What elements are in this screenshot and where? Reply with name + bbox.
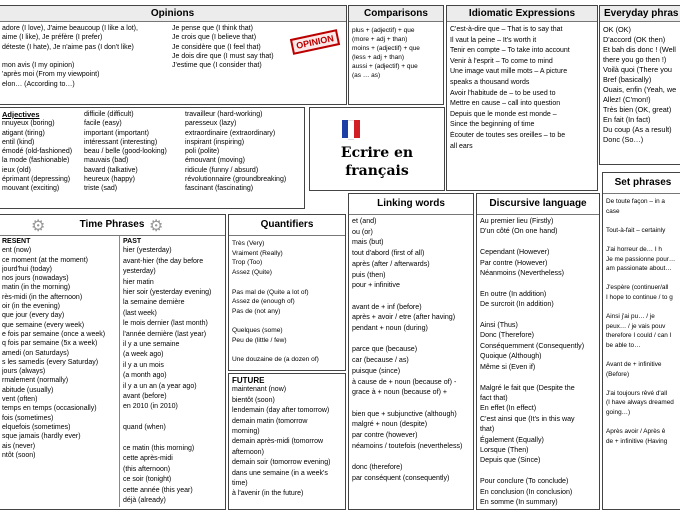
list-item: Since the beginning of time — [450, 121, 535, 129]
quantifiers-list — [229, 236, 345, 366]
list-item: (a month ago) — [123, 372, 167, 380]
list-item: Malgré le fait que (Despite the — [480, 383, 575, 392]
list-item: Venir à l'esprit – To come to mind — [450, 57, 553, 65]
list-item: all ears — [450, 142, 473, 150]
list-item: e fois par semaine (once a week) — [2, 330, 106, 338]
list-item: oir (in the evening) — [2, 303, 60, 311]
list-item: Vraiment (Really) — [232, 249, 283, 257]
list-item: abitude (usually) — [2, 386, 54, 394]
present-heading: RESENT — [2, 238, 31, 245]
list-item — [232, 346, 342, 356]
list-item: ais (never) — [2, 442, 36, 450]
adjectives-col-2 — [81, 109, 187, 195]
list-item: moins + (adjectif) + que — [352, 45, 420, 52]
gear-icon: ⚙ — [149, 218, 164, 235]
list-item: Cependant (However) — [480, 248, 550, 257]
list-item: Ainsi (Thus) — [480, 321, 518, 330]
list-item: émodé (old-fashioned) — [2, 148, 73, 156]
list-item: Bref (basically) — [603, 75, 652, 84]
list-item: Je dois dire que (I must say that) — [172, 52, 274, 60]
list-item: Néanmoins (Nevertheless) — [480, 269, 564, 278]
list-item: Assez de (enough of) — [232, 298, 295, 306]
list-item: ou (or) — [352, 227, 373, 236]
list-item: Allez! (C'mon!) — [603, 95, 651, 104]
adjectives-col-1-list — [2, 119, 84, 193]
list-item: Quoique (Although) — [480, 352, 542, 361]
list-item: mouvant (exciting) — [2, 185, 60, 193]
list-item: avant de + inf (before) — [352, 302, 422, 311]
list-item: therefore I could / can I — [606, 332, 672, 340]
list-item: Je considère que (I feel that) — [172, 43, 261, 51]
list-item: peux… / je vais pouv — [606, 322, 666, 330]
list-item: En outre (In addition) — [480, 289, 547, 298]
list-item: pendant + noun (during) — [352, 324, 428, 333]
list-item: puisque (since) — [352, 366, 401, 375]
list-item: Je pense que (I think that) — [172, 25, 253, 32]
list-item: (more + adj + than) — [352, 36, 408, 43]
past-heading: PAST — [123, 238, 142, 245]
list-item: grace à + noun (because of) + — [352, 388, 448, 397]
list-item — [2, 52, 167, 61]
list-item: sque jamais (hardly ever) — [2, 433, 81, 441]
opinion-stamp: OPINION — [290, 29, 340, 55]
list-item: hier (yesterday) — [123, 247, 172, 255]
list-item: Lorsque (Then) — [480, 445, 529, 454]
list-item: Avoir l'habitude de – to be used to — [450, 89, 556, 97]
list-item: C'est ainsi que (It's in this way — [480, 414, 575, 423]
gear-icon: ⚙ — [31, 218, 46, 235]
list-item: que jour (every day) — [2, 312, 65, 320]
list-item — [480, 237, 596, 247]
future-list — [232, 385, 342, 499]
list-item: I hope to continue / to g — [606, 293, 673, 301]
list-item: s les samedis (every Saturday) — [2, 358, 99, 366]
list-item: cette après-midi — [123, 455, 173, 463]
list-item: important (important) — [84, 129, 149, 137]
list-item: déteste (I hate), Je n'aime pas (I don't like) — [2, 43, 134, 51]
french-flag-icon — [342, 120, 360, 140]
list-item: Pas de (not any) — [232, 307, 281, 315]
linking-words-heading: Linking words — [349, 194, 473, 215]
list-item: facile (easy) — [84, 120, 122, 128]
list-item: fact that) — [480, 393, 508, 402]
list-item: Depuis que (Since) — [480, 456, 541, 465]
list-item: J'ai toujours rêvé d'all — [606, 389, 668, 397]
list-item: going…) — [606, 409, 631, 417]
set-phrases-panel — [602, 172, 680, 510]
list-item: (last week) — [123, 309, 157, 317]
list-item: jourd'hui (today) — [2, 265, 52, 273]
list-item: J'estime que (I consider that) — [172, 62, 262, 70]
list-item: amedi (on Saturdays) — [2, 349, 69, 357]
list-item: (a week ago) — [123, 351, 164, 359]
list-item: OK (OK) — [603, 25, 631, 34]
past-col — [119, 236, 226, 507]
list-item: maintenant (now) — [232, 386, 287, 394]
adjectives-col-1 — [0, 109, 87, 195]
list-item: time) — [232, 479, 248, 487]
list-item: be able to… — [606, 341, 641, 349]
list-item: que semaine (every week) — [2, 321, 85, 329]
list-item: ce soir (tonight) — [123, 476, 172, 484]
list-item: that) — [480, 425, 495, 434]
list-item: rmalement (normally) — [2, 377, 69, 385]
list-item: heureux (happy) — [84, 176, 135, 184]
list-item: difficile (difficult) — [84, 111, 134, 118]
list-item: éprimant (depressing) — [2, 176, 71, 184]
list-item: triste (sad) — [84, 185, 118, 193]
list-item: (Before) — [606, 370, 630, 378]
list-item — [480, 310, 596, 320]
list-item: vent (often) — [2, 396, 38, 404]
list-item: fois (sometimes) — [2, 414, 54, 422]
list-item — [232, 278, 342, 288]
list-item: extraordinaire (extraordinary) — [185, 129, 276, 137]
list-item: mon avis (I my opinion) — [2, 62, 75, 70]
future-body — [229, 374, 345, 501]
present-col — [0, 236, 123, 461]
list-item: Écouter de toutes ses oreilles – to be — [450, 131, 566, 139]
list-item: ntôt (soon) — [2, 451, 36, 459]
time-phrases-heading: Time Phrases — [0, 215, 225, 236]
list-item: poli (polite) — [185, 148, 220, 156]
list-item: Je me passionne pour… — [606, 255, 676, 263]
list-item: inspirant (inspiring) — [185, 138, 245, 146]
list-item: pour + infinitive — [352, 281, 400, 290]
past-list — [123, 246, 226, 506]
list-item: morning) — [232, 427, 260, 435]
list-item: (less + adj + than) — [352, 54, 405, 61]
list-item: il y a un an (a year ago) — [123, 382, 197, 390]
list-item — [352, 451, 470, 462]
list-item: Du coup (As a result) — [603, 125, 672, 134]
page-title: Ecrire en français — [340, 145, 414, 179]
list-item: yesterday) — [123, 268, 156, 276]
list-item: matin (in the morning) — [2, 284, 71, 292]
list-item: malgré + noun (despite) — [352, 420, 428, 429]
comparisons-heading: Comparisons — [349, 6, 443, 22]
list-item: Une douzaine de (a dozen of) — [232, 356, 319, 364]
list-item: Conséquemment (Consequently) — [480, 341, 585, 350]
list-item: hier matin — [123, 278, 154, 286]
list-item: puis (then) — [352, 270, 386, 279]
list-item — [606, 303, 680, 313]
list-item — [352, 334, 470, 345]
list-item: ent (now) — [2, 247, 32, 255]
list-item: et (and) — [352, 217, 377, 225]
list-item: néamoins / toutefois (nevertheless) — [352, 441, 463, 450]
list-item: De surcroit (In addition) — [480, 300, 554, 309]
list-item: Assez (Quite) — [232, 269, 272, 277]
list-item: émouvant (moving) — [185, 157, 245, 165]
list-item: l'année dernière (last year) — [123, 330, 207, 338]
list-item: En conclusion (In conclusion) — [480, 487, 573, 496]
list-item: Depuis que le monde est monde – — [450, 110, 557, 118]
list-item: ridicule (funny / absurd) — [185, 166, 259, 174]
list-item: avant (before) — [123, 392, 167, 400]
list-item: avant-hier (the day before — [123, 257, 204, 265]
list-item: à cause de + noun (because of) - — [352, 377, 457, 386]
list-item: En fait (In fact) — [603, 115, 651, 124]
list-item — [606, 274, 680, 284]
list-item: Quelques (some) — [232, 327, 283, 335]
list-item: C'est-à-dire que – That is to say that — [450, 26, 563, 33]
list-item: de + infinitive (Having — [606, 437, 668, 445]
set-phrases-list — [603, 194, 680, 447]
list-item: la semaine dernière — [123, 299, 185, 307]
list-item: Également (Equally) — [480, 435, 544, 444]
list-item — [606, 235, 680, 245]
list-item: En effet (In effect) — [480, 404, 537, 413]
comparisons-list — [349, 22, 443, 81]
list-item: rès-midi (in the afternoon) — [2, 293, 83, 301]
list-item: adore (I love), J'aime beaucoup (I like a lot), — [2, 25, 138, 32]
list-item: entil (kind) — [2, 138, 35, 146]
list-item: En somme (In summary) — [480, 497, 558, 506]
idiomatic-list — [447, 22, 597, 153]
list-item — [606, 418, 680, 428]
list-item: afternoon) — [232, 448, 264, 456]
list-item — [480, 278, 596, 288]
quantifiers-panel — [228, 214, 346, 371]
list-item — [606, 379, 680, 389]
list-item: Je crois que (I believe that) — [172, 34, 257, 42]
list-item: hier soir (yesterday evening) — [123, 288, 212, 296]
list-item: par contre (however) — [352, 431, 418, 440]
list-item: elon… (According to…) — [2, 80, 75, 88]
list-item: par conséquent (consequently) — [352, 473, 450, 482]
list-item: Voilà quoi (There you — [603, 65, 672, 74]
list-item: donc (therefore) — [352, 463, 403, 472]
list-item: mauvais (bad) — [84, 157, 129, 165]
list-item — [480, 372, 596, 382]
list-item: nos jours (nowadays) — [2, 275, 69, 283]
list-item: à l'avenir (in the future) — [232, 490, 304, 498]
list-item: beau / belle (good-looking) — [84, 148, 167, 156]
list-item: en 2010 (in 2010) — [123, 403, 178, 411]
list-item: aime (I like), Je préfère (I prefer) — [2, 34, 103, 42]
everyday-list — [600, 22, 680, 146]
list-item: Mettre en cause – call into question — [450, 100, 561, 108]
list-item: révolutionnaire (groundbreaking) — [185, 176, 287, 184]
list-item: 'après moi (From my viewpoint) — [2, 71, 100, 79]
list-item: demain après-midi (tomorrow — [232, 438, 324, 446]
opinions-left-list — [0, 23, 170, 90]
list-item: speaks a thousand words — [450, 78, 530, 86]
list-item: nnuyeux (boring) — [2, 120, 55, 128]
everyday-panel — [599, 5, 680, 165]
list-item: Et bah dis donc ! (Well — [603, 45, 676, 54]
list-item: temps en temps (occasionally) — [2, 405, 97, 413]
future-heading: FUTURE — [232, 376, 265, 385]
list-item: Pour conclure (To conclude) — [480, 477, 569, 486]
list-item: (I have always dreamed — [606, 399, 674, 407]
list-item — [352, 291, 470, 302]
list-item: Donc (Therefore) — [480, 331, 535, 340]
list-item: fascinant (fascinating) — [185, 185, 254, 193]
list-item: Pas mal de (Quite a lot of) — [232, 288, 309, 296]
comparisons-panel — [348, 5, 444, 105]
list-item — [480, 466, 596, 476]
list-item: Après avoir / Après ê — [606, 428, 666, 436]
everyday-heading: Everyday phras — [600, 6, 680, 22]
list-item: quand (when) — [123, 424, 166, 432]
adjectives-heading: Adjectives — [2, 110, 40, 119]
list-item: Par contre (However) — [480, 258, 548, 267]
linking-words-list — [349, 215, 473, 485]
list-item: déjà (already) — [123, 497, 166, 505]
idiomatic-panel — [446, 5, 598, 191]
list-item: Très (Very) — [232, 240, 265, 247]
linking-words-panel — [348, 193, 474, 510]
list-item: D'un côté (On one hand) — [480, 227, 558, 236]
list-item: bientôt (soon) — [232, 396, 275, 404]
time-phrases-panel — [0, 214, 226, 510]
list-item — [123, 434, 226, 444]
list-item: demain soir (tomorrow evening) — [232, 459, 331, 467]
list-item — [606, 216, 680, 226]
list-item: q fois par semaine (5x a week) — [2, 340, 98, 348]
discursive-list — [477, 215, 599, 508]
list-item: le mois dernier (last month) — [123, 320, 208, 328]
list-item: jours (always) — [2, 368, 46, 376]
list-item: Tenir en compte – To take into account — [450, 47, 570, 55]
list-item: mais (but) — [352, 238, 384, 247]
list-item: Au premier lieu (Firstly) — [480, 217, 554, 225]
discursive-panel — [476, 193, 600, 510]
list-item: parce que (because) — [352, 345, 418, 354]
list-item — [123, 413, 226, 423]
list-item: elquefois (sometimes) — [2, 423, 71, 431]
adjectives-col-3 — [182, 109, 305, 195]
list-item: car (because / as) — [352, 356, 409, 365]
list-item: intéressant (interesting) — [84, 138, 158, 146]
list-item: Trop (Too) — [232, 259, 263, 267]
list-item: après (after / afterwards) — [352, 259, 430, 268]
list-item: Ouais, enfin (Yeah, we — [603, 85, 677, 94]
list-item: bavard (talkative) — [84, 166, 138, 174]
list-item: après + avoir / etre (after having) — [352, 313, 456, 322]
list-item: Très bien (OK, great) — [603, 105, 672, 114]
list-item: Tout-à-fait – certainly — [606, 226, 666, 234]
list-item: case — [606, 207, 620, 215]
list-item: cette année (this year) — [123, 486, 193, 494]
list-item: travailleur (hard-working) — [185, 111, 263, 118]
list-item: (this afternoon) — [123, 465, 171, 473]
list-item: ce matin (this morning) — [123, 445, 195, 453]
list-item: ieux (old) — [2, 166, 31, 174]
list-item: Une image vaut mille mots – A picture — [450, 68, 568, 76]
quantifiers-heading: Quantifiers — [229, 215, 345, 236]
list-item: plus + (adjectif) + que — [352, 27, 415, 34]
list-item: Avant de + infinitive — [606, 361, 662, 369]
opinions-heading: Opinions — [0, 6, 346, 22]
list-item — [232, 317, 342, 327]
list-item: J'ai horreur de… I h — [606, 245, 662, 253]
future-panel — [228, 373, 346, 510]
list-item: Donc (So…) — [603, 135, 644, 144]
list-item: D'accord (OK then) — [603, 35, 666, 44]
list-item: Ainsi j'ai pu… / je — [606, 313, 655, 321]
present-list — [2, 246, 120, 460]
list-item: dans une semaine (in a week's — [232, 469, 328, 477]
title-panel — [309, 107, 445, 191]
list-item: lendemain (day after tomorrow) — [232, 407, 330, 415]
list-item: demain matin (tomorrow — [232, 417, 308, 425]
list-item: Peu de (little / few) — [232, 337, 287, 345]
discursive-heading: Discursive language — [477, 194, 599, 215]
list-item: il y a une semaine — [123, 340, 180, 348]
list-item: aussi + (adjectif) + que — [352, 63, 418, 70]
list-item: De toute façon – in a — [606, 198, 665, 205]
list-item — [606, 351, 680, 361]
list-item: il y a un mois — [123, 361, 164, 369]
list-item: Même si (Even if) — [480, 362, 536, 371]
list-item: J'espère (continuer/all — [606, 284, 669, 292]
opinions-right-list — [169, 23, 295, 71]
adjectives-panel — [0, 107, 305, 209]
idiomatic-heading: Idiomatic Expressions — [447, 6, 597, 22]
list-item: (as … as) — [352, 72, 381, 79]
list-item: ce moment (at the moment) — [2, 256, 88, 264]
list-item — [352, 398, 470, 409]
list-item: tout d'abord (first of all) — [352, 249, 425, 258]
list-item: atigant (tiring) — [2, 129, 45, 137]
opinions-panel — [0, 5, 347, 105]
list-item: bien que + subjunctive (although) — [352, 409, 457, 418]
list-item: paresseux (lazy) — [185, 120, 237, 128]
list-item: there you go then !) — [603, 55, 667, 64]
list-item: Il vaut la peine – It's worth it — [450, 36, 537, 44]
list-item: am passionate about… — [606, 265, 672, 273]
list-item: la mode (fashionable) — [2, 157, 70, 165]
set-phrases-heading: Set phrases — [603, 173, 680, 194]
